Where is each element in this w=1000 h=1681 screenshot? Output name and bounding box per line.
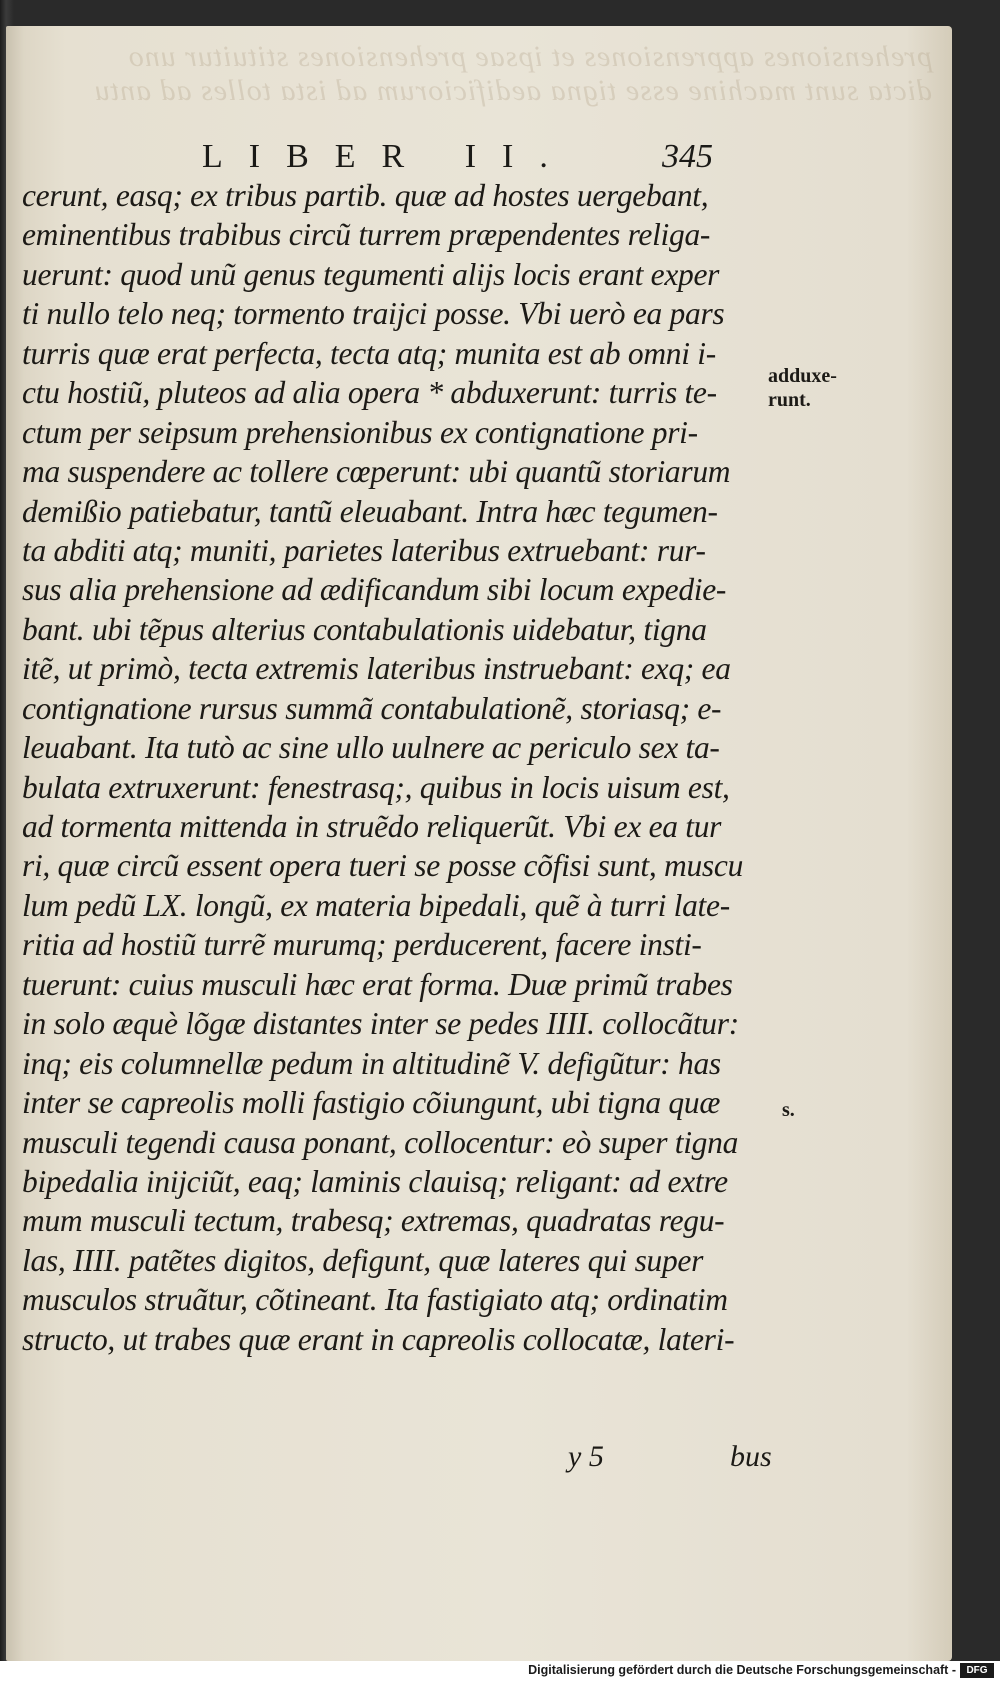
footer-credit: Digitalisierung gefördert durch die Deutsche Forschungsgemeinschaft - bbox=[528, 1663, 956, 1677]
bleed-line: prehensiones apprensiones et ipsae prehensiones stituitur uno bbox=[127, 40, 932, 73]
text-line: in solo æquè lõgæ distantes inter se pedes IIII. collocãtur: bbox=[22, 1006, 739, 1042]
text-line: ti nullo telo neq; tormento traijci posse. Vbi uerò ea pars bbox=[22, 296, 725, 332]
text-line: ma suspendere ac tollere cœperunt: ubi quantũ storiarum bbox=[22, 454, 731, 490]
marginal-mark: s. bbox=[782, 1099, 795, 1121]
signature-mark: y 5 bbox=[568, 1440, 604, 1473]
text-line: bant. ubi tẽpus alterius contabulationis uidebatur, tigna bbox=[22, 611, 707, 647]
text-line: turris quæ erat perfecta, tecta atq; munita est ab omni i- bbox=[22, 335, 716, 371]
text-line: ri, quæ circũ essent opera tueri se posse cõfisi sunt, muscu bbox=[22, 848, 744, 884]
text-line: las, IIII. patẽtes digitos, defigunt, quæ lateres qui super bbox=[22, 1242, 704, 1278]
text-line: cerunt, easq; ex tribus partib. quæ ad hostes uergebant, bbox=[22, 178, 709, 213]
text-line: contignatione rursus summã contabulationẽ, storiasq; e- bbox=[22, 690, 722, 726]
marginal-note bbox=[768, 364, 837, 412]
text-line: ritia ad hostiũ turrẽ murumq; perducerent, facere insti- bbox=[22, 927, 702, 963]
text-line: ad tormenta mittenda in struẽdo reliquerũt. Vbi ex ea tur bbox=[22, 809, 722, 844]
text-line: musculos struãtur, cõtineant. Ita fastigiato atq; ordinatim bbox=[22, 1282, 728, 1318]
marginal-note-line: adduxe- bbox=[768, 365, 837, 387]
catchword: bus bbox=[730, 1440, 772, 1473]
text-line: uerunt: quod unũ genus tegumenti alijs locis erant exper bbox=[22, 256, 720, 292]
bleed-through-text bbox=[6, 40, 952, 150]
text-line: lum pedũ LX. longũ, ex materia bipedali, quẽ à turri late- bbox=[22, 887, 730, 923]
text-line: ctum per seipsum prehensionibus ex contignatione pri- bbox=[22, 414, 698, 450]
body-text bbox=[22, 176, 792, 1359]
text-line: tuerunt: cuius musculi hæc erat forma. Duæ primũ trabes bbox=[22, 966, 733, 1002]
text-line: ctu hostiũ, pluteos ad alia opera * abduxerunt: turris te- bbox=[22, 375, 717, 411]
text-line: eminentibus trabibus circũ turrem præpendentes religa- bbox=[22, 217, 711, 253]
text-line: musculi tegendi causa ponant, collocentur: eò super tigna bbox=[22, 1124, 739, 1160]
folio-number: 345 bbox=[662, 138, 713, 175]
marginal-note-line: runt. bbox=[768, 389, 811, 411]
bleed-line: dicta sunt machine esse tigna aedificiorum ad ista tolles ad antu bbox=[93, 74, 932, 107]
text-line: inter se capreolis molli fastigio cõiungunt, ubi tigna quæ bbox=[22, 1085, 721, 1121]
page-header bbox=[6, 138, 952, 178]
text-line: structo, ut trabes quæ erant in capreolis collocatæ, lateri- bbox=[22, 1321, 735, 1357]
text-line: leuabant. Ita tutò ac sine ullo uulnere ac periculo sex ta- bbox=[22, 730, 720, 766]
text-line: itẽ, ut primò, tecta extremis lateribus instruebant: exq; ea bbox=[22, 651, 731, 687]
dfg-logo-icon: DFG bbox=[960, 1663, 994, 1678]
text-line: demißio patiebatur, tantũ eleuabant. Intra hæc tegumen- bbox=[22, 493, 718, 529]
text-line: inq; eis columnellæ pedum in altitudinẽ V. defigũtur: has bbox=[22, 1045, 721, 1081]
running-title: LIBER II. bbox=[202, 138, 574, 175]
digitization-footer bbox=[0, 1661, 1000, 1681]
text-line: mum musculi tectum, trabesq; extremas, quadratas regu- bbox=[22, 1203, 725, 1239]
text-line: bipedalia inijciũt, eaq; laminis clauisq; religant: ad extre bbox=[22, 1163, 728, 1199]
text-line: sus alia prehensione ad ædificandum sibi locum expedie- bbox=[22, 572, 727, 608]
text-line: ta abditi atq; muniti, parietes lateribus extruebant: rur- bbox=[22, 532, 706, 568]
text-line: bulata extruxerunt: fenestrasq;, quibus in locis uisum est, bbox=[22, 769, 730, 805]
book-page bbox=[6, 26, 952, 1661]
